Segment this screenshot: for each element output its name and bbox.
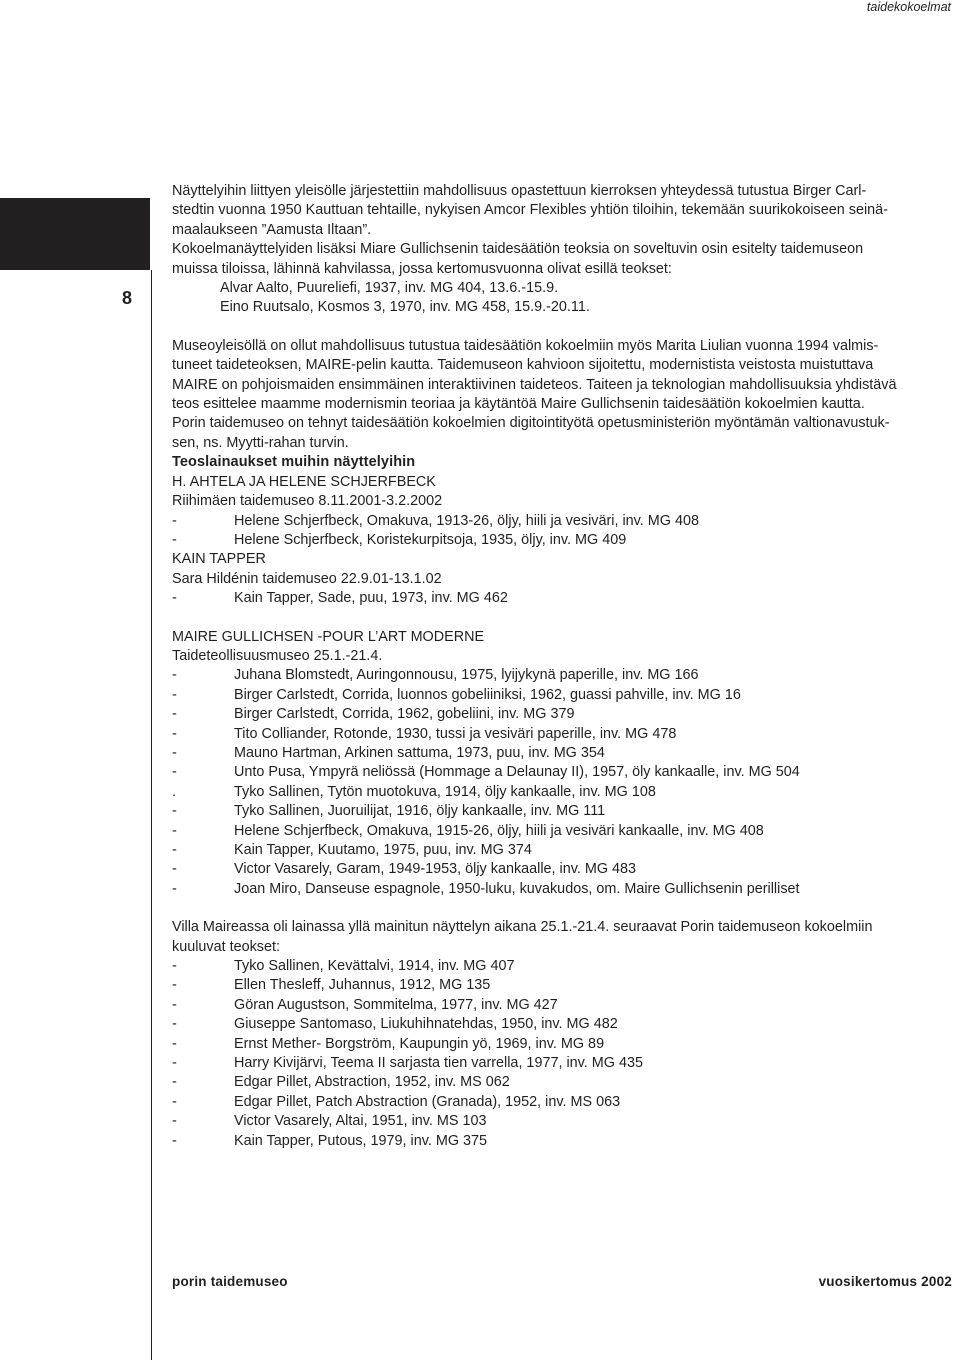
artwork-entry: Kain Tapper, Putous, 1979, inv. MG 375	[234, 1132, 488, 1149]
artwork-entry: Birger Carlstedt, Corrida, luonnos gobeliiniksi, 1962, guassi pahville, inv. MG 16	[234, 686, 741, 703]
list-item	[172, 1015, 957, 1034]
list-bullet: -	[172, 667, 177, 684]
exhibition-venue: Sara Hildénin taidemuseo 22.9.01-13.1.02	[172, 570, 442, 587]
artwork-entry: Juhana Blomstedt, Auringonnousu, 1975, lyijykynä paperille, inv. MG 166	[234, 667, 699, 684]
list-bullet: -	[172, 744, 177, 761]
artwork-entry: Victor Vasarely, Garam, 1949-1953, öljy kankaalle, inv. MG 483	[234, 861, 637, 878]
list-item	[172, 512, 957, 531]
list-bullet: -	[172, 880, 177, 897]
cafe-work-item: Alvar Aalto, Puureliefi, 1937, inv. MG 404, 13.6.-15.9.	[220, 280, 559, 297]
list-bullet: -	[172, 842, 177, 858]
artwork-entry: Giuseppe Santomaso, Liukuhihnatehdas, 1950, inv. MG 482	[234, 1016, 618, 1033]
artwork-entry: Edgar Pillet, Abstraction, 1952, inv. MS 062	[234, 1074, 510, 1091]
list-bullet: -	[172, 1016, 177, 1033]
list-bullet: -	[172, 725, 177, 742]
list-item	[172, 1093, 957, 1112]
loan-group	[172, 473, 957, 609]
list-bullet: -	[172, 531, 177, 548]
artwork-entry: Helene Schjerfbeck, Omakuva, 1915-26, öljy, hiili ja vesiväri kankaalle, inv. MG 408	[234, 822, 764, 839]
list-item	[172, 725, 957, 744]
intro-paragraph-1: Näyttelyihin liittyen yleisölle järjestettiin mahdollisuus opastettuun kierroksen yhteydessä tutustua Birger Carl- stedtin vuonna 1950 Kauttuan tehtaille, nykyisen Amcor Flexibles yhtiön tiloihin, tekemään suurikokoiseen seinä- maalaukseen ”Aamusta Iltaan”.	[172, 183, 888, 238]
list-bullet: -	[172, 822, 177, 839]
artwork-entry: Victor Vasarely, Altai, 1951, inv. MS 103	[234, 1113, 487, 1130]
list-item	[172, 705, 957, 724]
list-item	[172, 666, 957, 685]
list-item	[172, 589, 957, 608]
loan-group	[172, 628, 957, 900]
intro-paragraph-3: Museoyleisöllä on ollut mahdollisuus tutustua taidesäätiön kokoelmiin myös Marita Liulian vuonna 1994 valmis- tuneet taideteoksen, MAIRE-pelin kautta. Taidemuseon kahvioon sijoitettu, modernistista veistosta muistuttava MAIRE on pohjoismaiden ensimmäinen interaktiivinen taideteos. Taiteen ja teknologian mahdollisuuksia yhdistävä teos esittelee maamme modernismin teoriaa ja käytäntöä Maire Gullichsenin taidesäätiön kokoelmien kautta.	[172, 337, 897, 413]
artwork-entry: Ernst Mether- Borgström, Kaupungin yö, 1969, inv. MG 89	[234, 1035, 605, 1052]
list-bullet: -	[172, 1074, 177, 1091]
artwork-entry: Unto Pusa, Ympyrä neliössä (Hommage a Delaunay II), 1957, öly kankaalle, inv. MG 504	[234, 764, 800, 781]
artwork-entry: Helene Schjerfbeck, Koristekurpitsoja, 1935, öljy, inv. MG 409	[234, 531, 627, 548]
list-bullet: -	[172, 996, 177, 1013]
section-heading: Teoslainaukset muihin näyttelyihin	[172, 454, 416, 471]
margin-rule	[151, 270, 152, 1360]
main-content	[172, 182, 957, 1170]
loan-list	[172, 957, 957, 1151]
artwork-entry: Tyko Sallinen, Juoruilijat, 1916, öljy kankaalle, inv. MG 111	[234, 803, 606, 820]
list-item	[172, 763, 957, 782]
artwork-entry: Joan Miro, Danseuse espagnole, 1950-luku, kuvakudos, om. Maire Gullichsenin perilliset	[234, 880, 800, 897]
list-item	[172, 783, 957, 802]
list-item	[172, 822, 957, 841]
list-bullet: .	[172, 783, 176, 800]
intro-paragraph-4: Porin taidemuseo on tehnyt taidesäätiön kokoelmien digitointityötä opetusministeriön myöntämän valtionavustuk- sen, ns. Myytti-rahan turvin.	[172, 415, 890, 451]
list-item	[172, 686, 957, 705]
list-item	[172, 802, 957, 821]
list-item	[172, 1112, 957, 1131]
list-item	[172, 531, 957, 550]
list-bullet: -	[172, 512, 177, 529]
exhibition-title: KAIN TAPPER	[172, 551, 266, 568]
artwork-entry: Helene Schjerfbeck, Omakuva, 1913-26, öljy, hiili ja vesiväri, inv. MG 408	[234, 512, 699, 529]
artwork-entry: Kain Tapper, Sade, puu, 1973, inv. MG 462	[234, 590, 508, 607]
list-bullet: -	[172, 1093, 177, 1110]
list-bullet: -	[172, 706, 177, 723]
artwork-entry: Mauno Hartman, Arkinen sattuma, 1973, puu, inv. MG 354	[234, 744, 605, 761]
artwork-entry: Kain Tapper, Kuutamo, 1975, puu, inv. MG 374	[234, 842, 532, 858]
list-item	[172, 860, 957, 879]
list-bullet: -	[172, 803, 177, 820]
exhibition-title: H. AHTELA JA HELENE SCHJERFBECK	[172, 473, 436, 490]
list-bullet: -	[172, 977, 177, 994]
list-bullet: -	[172, 590, 177, 607]
footer-publication: vuosikertomus 2002	[818, 1274, 952, 1289]
villa-intro: Villa Maireassa oli lainassa yllä mainitun näyttelyn aikana 25.1.-21.4. seuraavat Porin taidemuseon kokoelmiin kuuluvat teokset:	[172, 919, 873, 955]
list-bullet: -	[172, 861, 177, 878]
list-item	[172, 1035, 957, 1054]
artwork-entry: Harry Kivijärvi, Teema II sarjasta tien varrella, 1977, inv. MG 435	[234, 1055, 643, 1072]
loan-list	[172, 589, 957, 608]
page-marker-block	[0, 198, 150, 270]
list-item	[172, 1054, 957, 1073]
artwork-entry: Tyko Sallinen, Kevättalvi, 1914, inv. MG 407	[234, 958, 515, 975]
artwork-entry: Ellen Thesleff, Juhannus, 1912, MG 135	[234, 977, 491, 994]
exhibition-venue: Taideteollisuusmuseo 25.1.-21.4.	[172, 647, 383, 664]
list-item	[172, 1132, 957, 1151]
page-number: 8	[122, 288, 133, 308]
list-item	[172, 957, 957, 976]
list-bullet: -	[172, 1055, 177, 1072]
loan-list	[172, 666, 957, 899]
list-bullet: -	[172, 1132, 177, 1149]
intro-paragraph-2: Kokoelmanäyttelyiden lisäksi Miare Gullichsenin taidesäätiön teoksia on soveltuvin osin esitelty taidemuseon muissa tiloissa, lähinnä kahvilassa, jossa kertomusvuonna olivat esillä teokset:	[172, 241, 864, 277]
list-item	[172, 976, 957, 995]
loan-list	[172, 512, 957, 551]
artwork-entry: Birger Carlstedt, Corrida, 1962, gobeliini, inv. MG 379	[234, 706, 575, 723]
villa-loan-group	[172, 918, 957, 1151]
artwork-entry: Tito Colliander, Rotonde, 1930, tussi ja vesiväri paperille, inv. MG 478	[234, 725, 677, 742]
intro-paragraph-2-block	[172, 240, 957, 318]
list-item	[172, 744, 957, 763]
exhibition-title: MAIRE GULLICHSEN -POUR L’ART MODERNE	[172, 628, 485, 645]
list-item	[172, 1073, 957, 1092]
list-bullet: -	[172, 764, 177, 781]
artwork-entry: Göran Augustson, Sommitelma, 1977, inv. MG 427	[234, 996, 558, 1013]
list-bullet: -	[172, 1035, 177, 1052]
cafe-work-item: Eino Ruutsalo, Kosmos 3, 1970, inv. MG 458, 15.9.-20.11.	[220, 299, 590, 316]
artwork-entry: Tyko Sallinen, Tytön muotokuva, 1914, öljy kankaalle, inv. MG 108	[234, 783, 656, 800]
footer-publisher: porin taidemuseo	[172, 1274, 288, 1289]
list-bullet: -	[172, 686, 177, 703]
list-bullet: -	[172, 1113, 177, 1130]
exhibition-venue: Riihimäen taidemuseo 8.11.2001-3.2.2002	[172, 493, 443, 510]
artwork-entry: Edgar Pillet, Patch Abstraction (Granada), 1952, inv. MS 063	[234, 1093, 621, 1110]
section-tag: taidekokoelmat	[866, 0, 951, 14]
list-item	[172, 996, 957, 1015]
list-item	[172, 841, 957, 860]
list-item	[172, 880, 957, 899]
list-bullet: -	[172, 958, 177, 975]
